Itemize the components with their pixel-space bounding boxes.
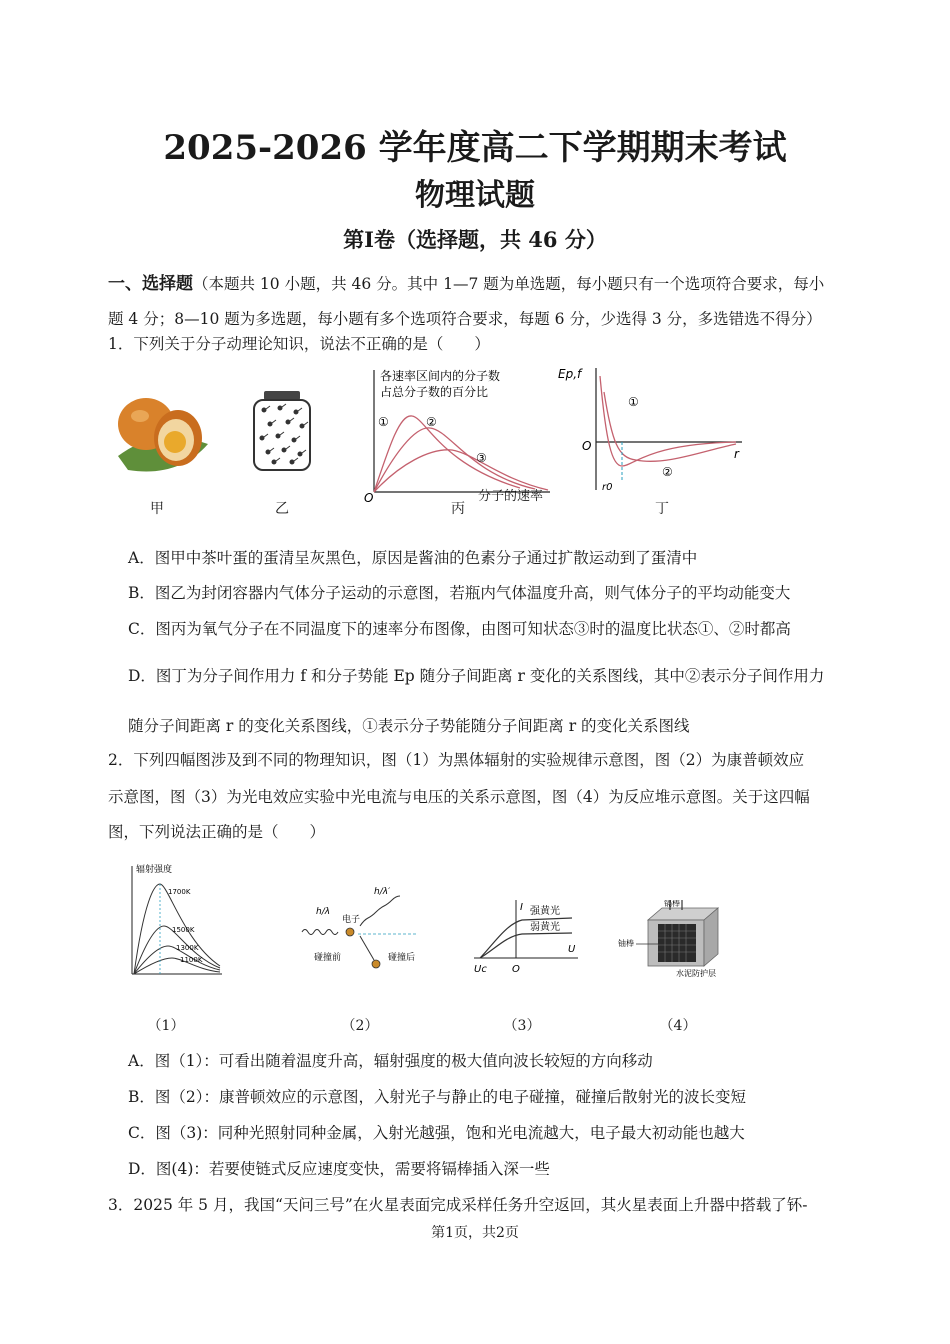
pe-ylabel: I	[520, 902, 523, 913]
gas-molecule	[276, 434, 280, 438]
velocity-arrow	[264, 434, 268, 437]
subject-title: 物理试题	[415, 178, 535, 213]
fig-4-reactor	[618, 900, 730, 980]
q1-option-d-line1: D．图丁为分子间作用力 f 和分子势能 Ep 随分子间距离 r 变化的关系图线，其中②表示分子间作用力	[128, 667, 825, 685]
pe-origin: O	[512, 964, 520, 974]
fig-jia-tea-eggs	[108, 386, 213, 478]
bb-temp-1700: 1700K	[168, 888, 191, 896]
reactor-fuel-label: 铀棒	[618, 939, 634, 948]
fig-caption-yi: 乙	[275, 501, 289, 517]
fig-caption-ding: 丁	[655, 501, 669, 517]
section-head: 一、选择题	[108, 274, 193, 294]
velocity-arrow	[294, 458, 298, 461]
bing-curve-label-3: ③	[476, 451, 487, 465]
page-footer: 第1页，共2页	[431, 1225, 519, 1241]
curve-2	[374, 428, 535, 492]
fig-caption-4: （4）	[659, 1018, 697, 1034]
q1-option-c: C．图丙为氧气分子在不同温度下的速率分布图像，由图可知状态③时的温度比状态①、②时都高	[128, 620, 791, 638]
q1-stem: 1．下列关于分子动理论知识，说法不正确的是（ ）	[108, 335, 490, 353]
velocity-arrow	[270, 448, 274, 451]
bing-ylabel-2: 占总分子数的百分比	[380, 385, 489, 399]
gas-molecule	[278, 406, 282, 410]
jar-lid	[264, 391, 300, 400]
gas-molecule	[268, 422, 272, 426]
compton-electron: 电子	[342, 915, 361, 925]
q2-option-d: D．图(4)：若要使链式反应速度变快，需要将镉棒插入深一些	[128, 1160, 550, 1178]
fig-2-compton	[298, 880, 426, 980]
gas-molecule	[286, 420, 290, 424]
velocity-arrow	[282, 404, 286, 407]
fig-bing-speed-distribution	[360, 364, 560, 504]
gas-molecule	[272, 460, 276, 464]
ding-curve-2	[604, 392, 736, 461]
q2-option-c: C．图（3)：同种光照射同种金属，入射光越强，饱和光电流越大，电子最大初动能也越大	[128, 1124, 745, 1142]
ding-curve-label-2: ②	[662, 465, 673, 479]
fig-caption-1: （1）	[147, 1018, 185, 1034]
bb-temp-1100: 1100K	[180, 956, 203, 964]
bing-origin: O	[364, 491, 374, 504]
fig-1-blackbody	[124, 862, 224, 980]
q2-option-a: A．图（1）：可看出随着温度升高，辐射强度的极大值向波长较短的方向移动	[128, 1052, 653, 1070]
ding-xlabel: r	[734, 447, 739, 461]
gas-molecule	[294, 410, 298, 414]
fig-caption-3: （3）	[503, 1018, 541, 1034]
fig-yi-gas-jar	[250, 390, 314, 472]
fig-ding-force-energy	[556, 362, 746, 494]
fig-caption-jia: 甲	[150, 501, 164, 517]
bing-xlabel: 分子的速率	[478, 489, 544, 504]
q2-stem-line3: 图，下列说法正确的是（ ）	[108, 823, 326, 841]
velocity-arrow	[286, 446, 290, 449]
q1-option-d-line2: 随分子间距离 r 的变化关系图线，①表示分子势能随分子间距离 r 的变化关系图线	[128, 717, 690, 735]
q2-option-b: B．图（2）：康普顿效应的示意图，入射光子与静止的电子碰撞，碰撞后散射光的波长变短	[128, 1088, 747, 1106]
electron-dot	[346, 928, 354, 936]
ding-origin: O	[582, 439, 592, 453]
pe-uc: Uc	[474, 964, 487, 974]
volume-title: 第Ⅰ卷（选择题，共 46 分）	[343, 227, 607, 252]
pe-xlabel: U	[568, 944, 576, 955]
compton-photon-out: h/λ′	[374, 887, 391, 897]
gas-molecule	[292, 438, 296, 442]
section-intro-line1	[108, 274, 843, 294]
q2-stem-line1: 2．下列四幅图涉及到不同的物理知识，图（1）为黑体辐射的实验规律示意图，图（2）为康普顿效应	[108, 751, 805, 769]
q1-option-b: B．图乙为封闭容器内气体分子运动的示意图，若瓶内气体温度升高，则气体分子的平均动能变大	[128, 584, 791, 602]
velocity-arrow	[296, 436, 300, 439]
gas-molecule	[282, 448, 286, 452]
gas-molecule	[260, 436, 264, 440]
reactor-core	[658, 924, 696, 962]
gas-molecules	[260, 404, 308, 464]
bb-ylabel: 辐射强度	[136, 865, 173, 875]
reactor-rod-label: 镉棒	[664, 900, 680, 908]
velocity-arrow	[298, 408, 302, 411]
velocity-arrow	[280, 432, 284, 435]
velocity-arrow	[304, 422, 308, 425]
ding-r0: r0	[602, 482, 613, 493]
gas-molecule	[300, 424, 304, 428]
q1-option-a: A．图甲中茶叶蛋的蛋清呈灰黑色，原因是酱油的色素分子通过扩散运动到了蛋清中	[128, 549, 698, 567]
recoil-path	[360, 936, 374, 960]
recoil-electron	[372, 960, 380, 968]
gas-molecule	[290, 460, 294, 464]
ding-curve-1	[600, 376, 736, 466]
fig-caption-bing: 丙	[451, 501, 465, 517]
bing-curve-label-2: ②	[426, 415, 437, 429]
velocity-arrow	[290, 418, 294, 421]
pe-weak-label: 弱黄光	[530, 922, 560, 933]
compton-before: 碰撞前	[314, 953, 342, 963]
fig-3-photoelectric	[472, 896, 582, 974]
incident-photon	[302, 930, 338, 935]
ding-curve-label-1: ①	[628, 395, 639, 409]
velocity-arrow	[302, 450, 306, 453]
velocity-arrow	[266, 406, 270, 409]
pe-strong-label: 强黄光	[530, 906, 560, 917]
fig-caption-2: （2）	[341, 1018, 379, 1034]
egg-yolk	[164, 431, 186, 453]
scattered-photon	[360, 896, 400, 926]
section-intro-text: （本题共 10 小题，共 46 分。其中 1—7 题为单选题，每小题只有一个选项符合要求，每小	[193, 275, 825, 293]
compton-after: 碰撞后	[388, 953, 416, 963]
compton-photon-in: h/λ	[316, 907, 331, 917]
curve-1	[374, 416, 520, 492]
bing-ylabel-1: 各速率区间内的分子数	[380, 369, 501, 383]
ding-ylabel: Ep,f	[558, 367, 582, 381]
velocity-arrow	[276, 458, 280, 461]
q2-stem-line2: 示意图，图（3）为光电效应实验中光电流与电压的关系示意图，图（4）为反应堆示意图。关于这四幅	[108, 788, 810, 806]
bing-curve-label-1: ①	[378, 415, 389, 429]
gas-molecule	[262, 408, 266, 412]
bb-temp-1300: 1300K	[176, 944, 199, 952]
section-intro-line2: 题 4 分；8—10 题为多选题，每小题有多个选项符合要求，每题 6 分，少选得 3 分，多选错选不得分）	[108, 310, 822, 328]
exam-title: 2025-2026 学年度高二下学期期末考试	[163, 128, 787, 168]
pe-curve-weak	[480, 933, 572, 958]
q3-stem: 3．2025 年 5 月，我国“天问三号”在火星表面完成采样任务升空返回，其火星表面上升器中搭载了钚-	[108, 1196, 808, 1214]
gas-molecule	[298, 452, 302, 456]
velocity-arrow	[272, 420, 276, 423]
bb-temp-1500: 1500K	[172, 926, 195, 934]
gas-molecule	[266, 450, 270, 454]
reactor-shield-label: 水泥防护层	[676, 969, 716, 978]
